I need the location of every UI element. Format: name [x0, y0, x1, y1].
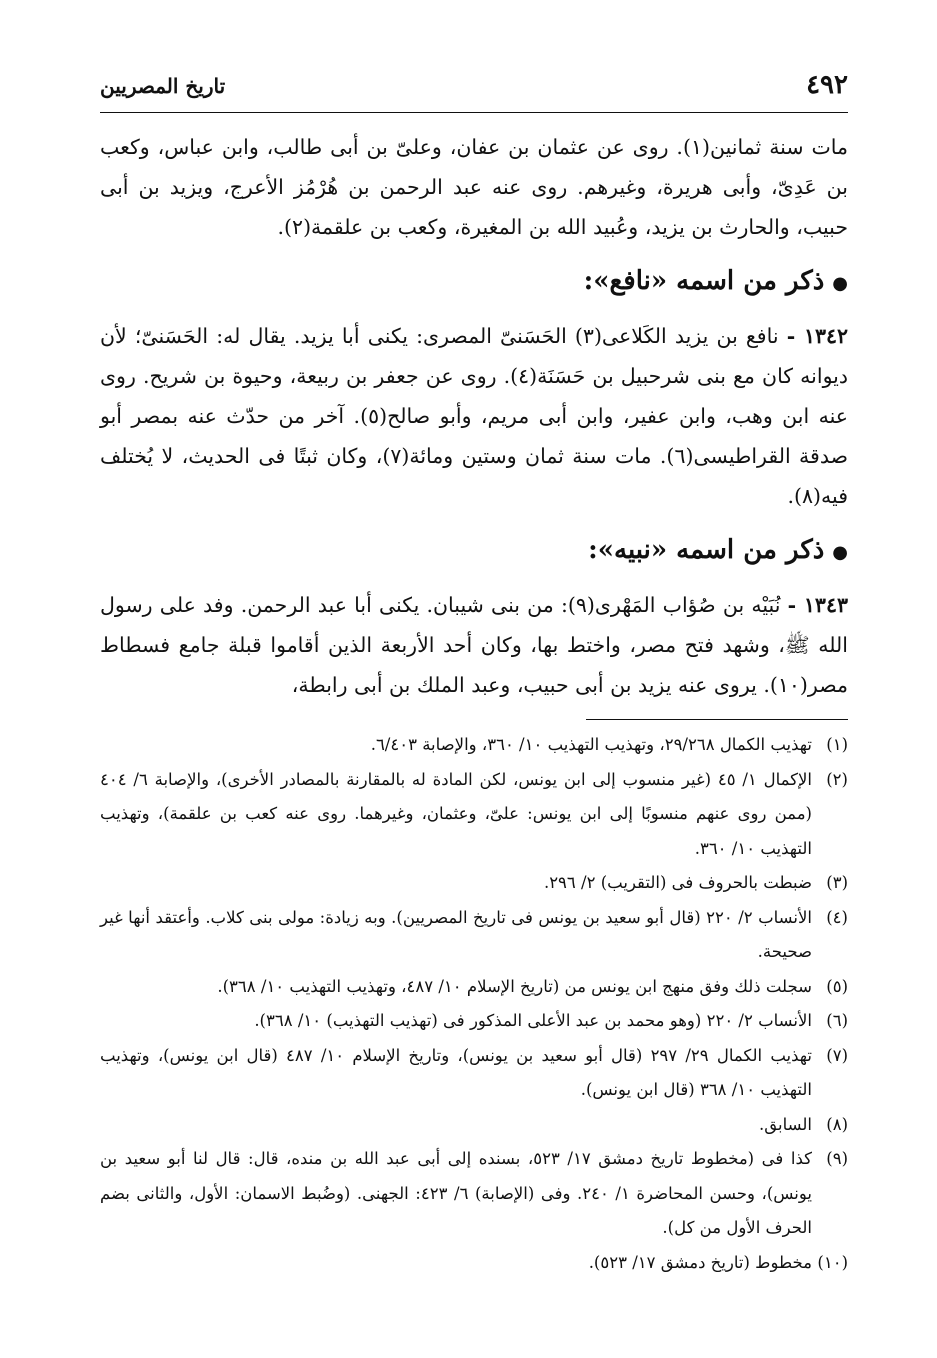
footnote-10: [100, 1246, 848, 1281]
section-heading-text: ذكر من اسمه «نافع»:: [583, 266, 825, 296]
footnote-2: [100, 763, 848, 867]
footnote-number: (١٠): [817, 1252, 848, 1272]
footnote-number: (٥): [826, 976, 848, 996]
page: [100, 68, 848, 1280]
entry-number: ١٣٤٢ -: [786, 324, 848, 348]
page-number: ٤٩٢: [806, 70, 848, 100]
footnote-number: (٢): [826, 769, 848, 789]
entry-1343: [100, 585, 848, 705]
footnote-text: تهذيب الكمال ٢٩/ ٢٩٧ (قال أبو سعيد بن يونس)، وتاريخ الإسلام ١٠/ ٤٨٧ (قال ابن يونس)، وتهذيب التهذيب ١٠/ ٣٦٨ (قال ابن يونس).: [100, 1045, 812, 1099]
footnote-1: [100, 728, 848, 763]
footnote-number: (٨): [826, 1114, 848, 1134]
footnote-number: (٤): [826, 907, 848, 927]
entry-number: ١٣٤٣ -: [787, 593, 848, 617]
main-text: [100, 127, 848, 705]
footnote-text: ضبطت بالحروف فى (التقريب) ٢/ ٢٩٦.: [543, 873, 812, 892]
entry-1342: [100, 316, 848, 516]
footnote-6: [100, 1004, 848, 1039]
footnote-text: الأنساب ٢/ ٢٢٠ (قال أبو سعيد بن يونس فى تاريخ المصريين). وبه زيادة: مولى بنى كلاب. وأعتقد أنها غير صحيحة.: [100, 907, 812, 961]
footnote-number: (٣): [826, 873, 848, 892]
footnote-number: (٩): [826, 1149, 848, 1168]
footnote-number: (١): [826, 735, 848, 754]
running-title: تاريخ المصريين: [100, 74, 226, 98]
footnote-number: (٧): [826, 1045, 848, 1065]
footnote-text: كذا فى (مخطوط تاريخ دمشق ١٧/ ٥٢٣، بسنده إلى أبى عبد الله بن منده، قال: قال لنا أبو سعيد بن يونس)، وحسن المحاضرة ١/ ٢٤٠. وفى (الإصابة) ٦/ ٤٢٣: الجهنى. (وضُبط الاسمان: الأول، والثانى بضم الحرف الأول من كل).: [100, 1149, 813, 1237]
section-heading-nabih: [100, 530, 848, 573]
footnote-number: (٦): [826, 1011, 848, 1030]
page-header: [100, 68, 848, 113]
footnote-text: الأنساب ٢/ ٢٢٠ (وهو محمد بن عبد الأعلى المذكور فى (تهذيب التهذيب) ١٠/ ٣٦٨).: [254, 1011, 812, 1030]
section-heading-text: ذكر من اسمه «نبيه»:: [588, 535, 825, 565]
footnote-5: [100, 970, 848, 1005]
footnote-4: [100, 901, 848, 970]
footnote-text: مخطوط (تاريخ دمشق ١٧/ ٥٢٣).: [588, 1252, 812, 1272]
footnote-text: الإكمال ١/ ٤٥ (غير منسوب إلى ابن يونس، لكن المادة له بالمقارنة بالمصادر الأخرى)، والإصابة ٦/ ٤٠٤ (ممن روى عنهم منسوبًا إلى ابن يونس: علىّ، وعثمان، وغيرهما. روى عنه كعب بن علقمة)، وتهذيب التهذيب ١٠/ ٣٦٠.: [100, 769, 812, 858]
section-heading-nafi: [100, 261, 848, 304]
bullet-icon: ●: [832, 273, 848, 294]
entry-text: نافع بن يزيد الكَلاعى(٣) الحَسَنىّ المصرى: يكنى أبا يزيد. يقال له: الحَسَنىّ؛ لأن ديوانه كان مع بنى شرحبيل بن حَسَنَة(٤). روى عن جعفر بن ربيعة، وحيوة بن شريح. روى عنه ابن وهب، وابن عفير، وابن أبى مريم، وأبو صالح(٥). آخر من حدّث عنه بمصر أبو صدقة القراطيسى(٦). مات سنة ثمان وستين ومائة(٧)، وكان ثبتًا فى الحديث، لا يُختلف فيه(٨).: [100, 324, 848, 508]
bullet-icon: ●: [832, 542, 848, 563]
footnote-8: [100, 1108, 848, 1143]
footnote-text: السابق.: [759, 1114, 812, 1134]
footnotes: [100, 728, 848, 1280]
footnote-7: [100, 1039, 848, 1108]
footnote-divider: [586, 719, 848, 720]
footnote-9: [100, 1142, 848, 1246]
footnote-text: سجلت ذلك وفق منهج ابن يونس من (تاريخ الإسلام ١٠/ ٤٨٧، وتهذيب التهذيب ١٠/ ٣٦٨).: [217, 976, 812, 996]
footnote-text: تهذيب الكمال ٢٩/٢٦٨، وتهذيب التهذيب ١٠/ ٣٦٠، والإصابة ٦/٤٠٣.: [370, 735, 812, 754]
entry-text: نُبَيْه بن صُؤاب المَهْرى(٩): من بنى شيبان. يكنى أبا عبد الرحمن. وفد على رسول الله ﷺ، وشهد فتح مصر، واختط بها، وكان أحد الأربعة الذين أقاموا قبلة جامع فسطاط مصر(١٠). يروى عنه يزيد بن أبى حبيب، وعبد الملك بن أبى رابطة،: [100, 593, 848, 697]
footnote-3: [100, 866, 848, 901]
paragraph-1: مات سنة ثمانين(١). روى عن عثمان بن عفان، وعلىّ بن أبى طالب، وابن عباس، وكعب بن عَدِىّ، وأبى هريرة، وغيرهم. روى عنه عبد الرحمن بن هُرْمُز الأعرج، ويزيد بن أبى حبيب، والحارث بن يزيد، وعُبيد الله بن المغيرة، وكعب بن علقمة(٢).: [100, 135, 848, 239]
